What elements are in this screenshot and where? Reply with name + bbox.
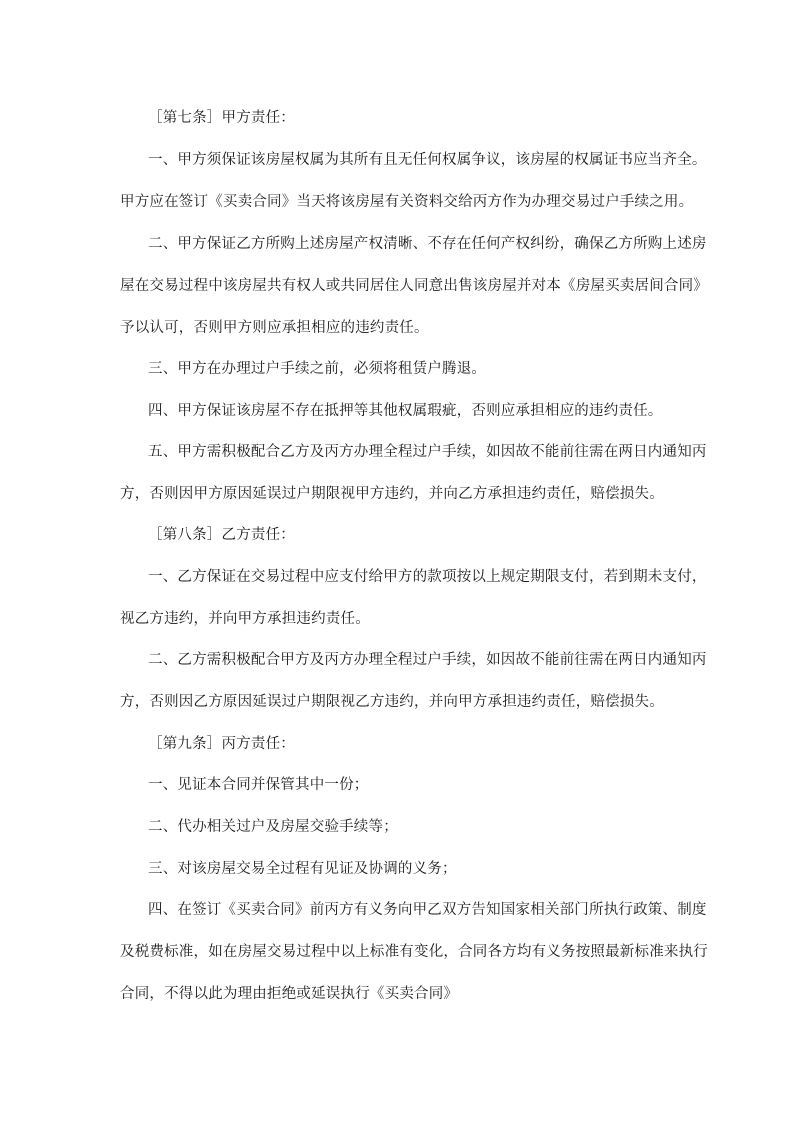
article-8-heading: ［第八条］乙方责任： [148, 527, 295, 543]
article-9-clause-4-line-1: 四、在签订《买卖合同》前丙方有义务向甲乙双方告知国家相关部门所执行政策、制度 [148, 902, 707, 918]
article-7-heading: ［第七条］甲方责任： [148, 110, 295, 126]
article-9-clause-4-line-3: 合同，不得以此为理由拒绝或延误执行《买卖合同》 [120, 986, 459, 1002]
article-7-clause-3: 三、甲方在办理过户手续之前，必须将租赁户腾退。 [148, 361, 487, 377]
article-7-clause-2-line-1: 二、甲方保证乙方所购上述房屋产权清晰、不存在任何产权纠纷，确保乙方所购上述房 [148, 236, 707, 252]
article-7-clause-1-line-2: 甲方应在签订《买卖合同》当天将该房屋有关资料交给丙方作为办理交易过户手续之用。 [120, 194, 694, 210]
article-7-clause-2-line-2: 屋在交易过程中该房屋共有权人或共同居住人同意出售该房屋并对本《房屋买卖居间合同》 [120, 278, 708, 294]
article-7-clause-5-line-2: 方，否则因甲方原因延误过户期限视甲方违约，并向乙方承担违约责任，赔偿损失。 [120, 486, 664, 502]
article-9-clause-3: 三、对该房屋交易全过程有见证及协调的义务； [148, 861, 457, 877]
article-7-clause-4: 四、甲方保证该房屋不存在抵押等其他权属瑕疵，否则应承担相应的违约责任。 [148, 403, 663, 419]
article-9-clause-1: 一、见证本合同并保管其中一份； [148, 777, 369, 793]
article-9-heading: ［第九条］丙方责任： [148, 736, 295, 752]
article-9-clause-2: 二、代办相关过户及房屋交验手续等； [148, 819, 398, 835]
article-8-clause-2-line-1: 二、乙方需积极配合甲方及丙方办理全程过户手续，如因故不能前往需在两日内通知丙 [148, 652, 707, 668]
article-8-clause-1-line-2: 视乙方违约，并向甲方承担违约责任。 [120, 611, 370, 627]
article-8-clause-2-line-2: 方，否则因乙方原因延误过户期限视乙方违约，并向甲方承担违约责任，赔偿损失。 [120, 694, 664, 710]
article-8-clause-1-line-1: 一、乙方保证在交易过程中应支付给甲方的款项按以上规定期限支付，若到期未支付， [148, 569, 707, 585]
article-7-clause-2-line-3: 予以认可，否则甲方则应承担相应的违约责任。 [120, 320, 429, 336]
article-9-clause-4-line-2: 及税费标准，如在房屋交易过程中以上标准有变化，合同各方均有义务按照最新标准来执行 [120, 944, 708, 960]
article-7-clause-5-line-1: 五、甲方需积极配合乙方及丙方办理全程过户手续，如因故不能前往需在两日内通知丙 [148, 444, 707, 460]
article-7-clause-1-line-1: 一、甲方须保证该房屋权属为其所有且无任何权属争议，该房屋的权属证书应当齐全。 [148, 152, 707, 168]
